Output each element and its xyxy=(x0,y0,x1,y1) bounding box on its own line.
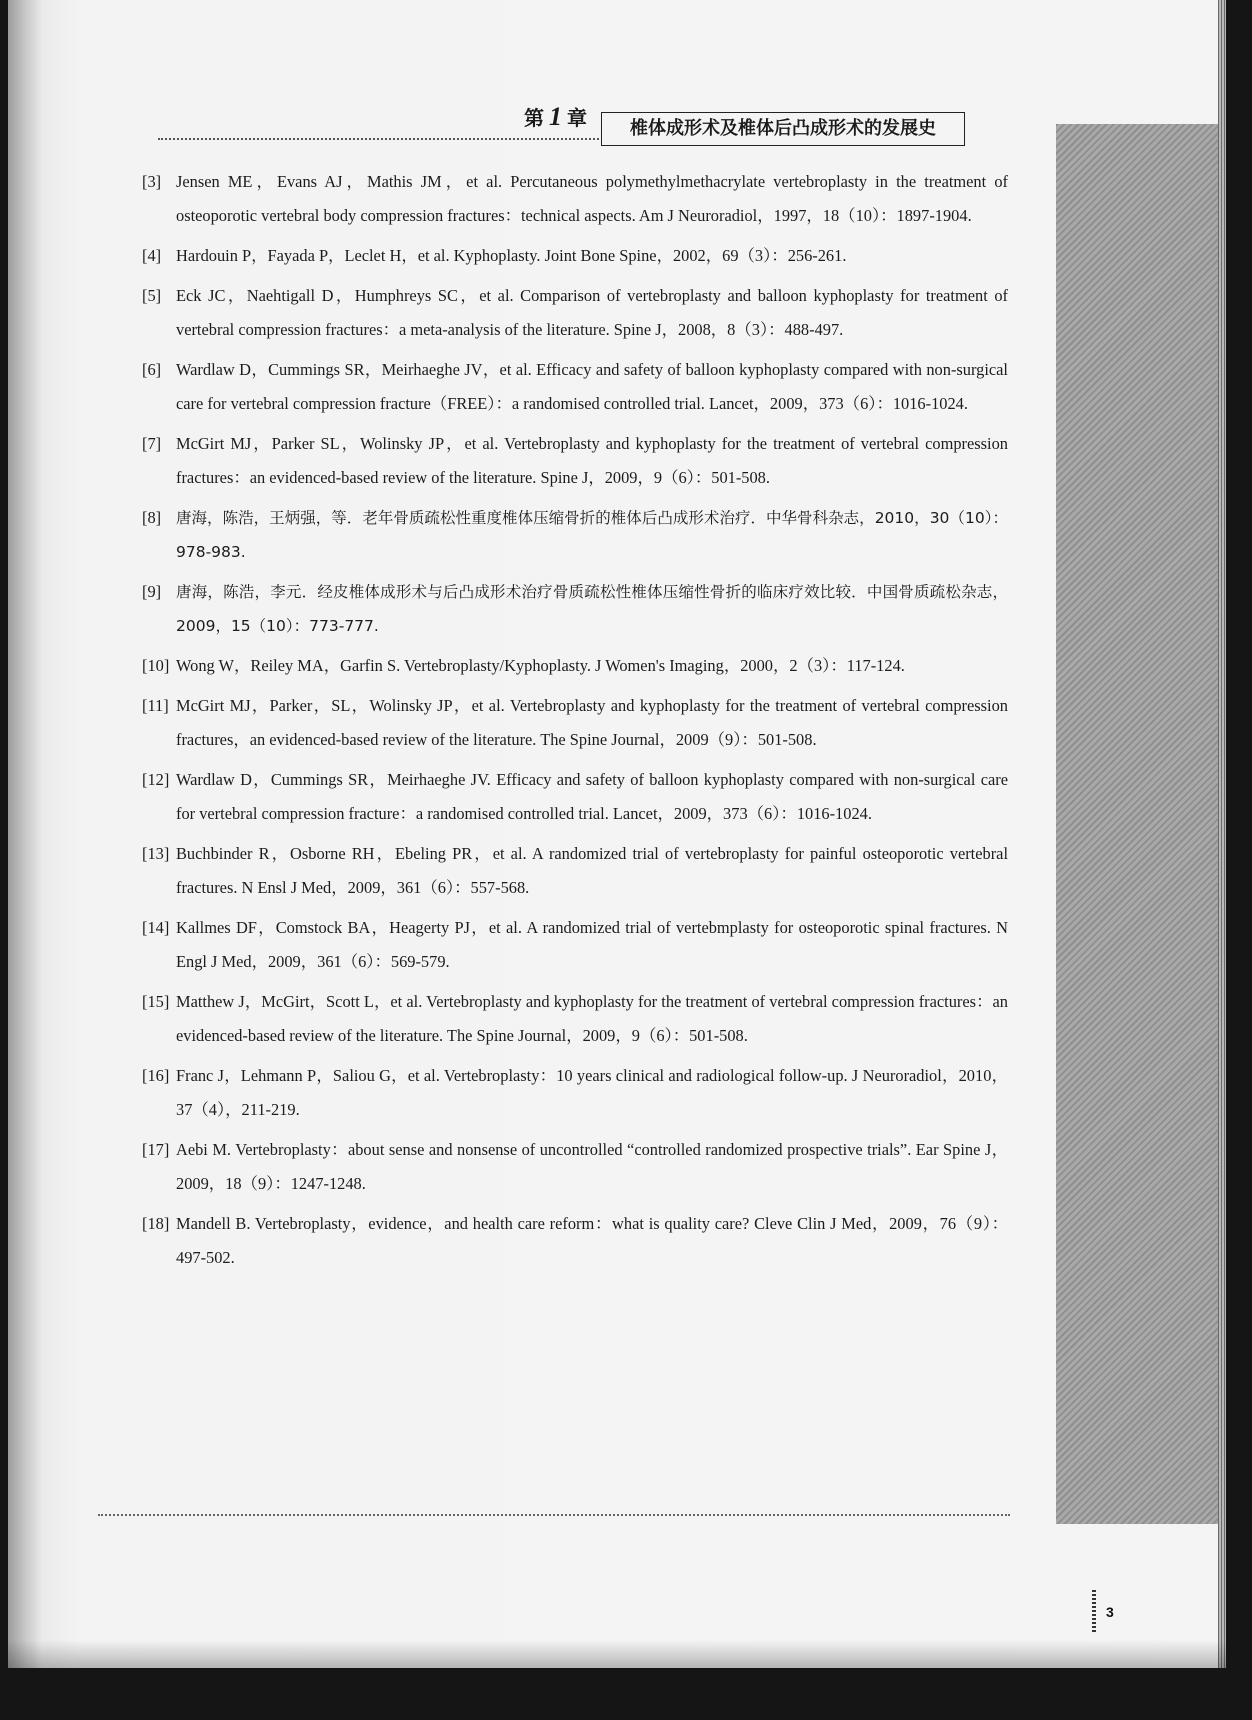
reference-item xyxy=(142,427,1008,495)
reference-number: [5] xyxy=(142,286,162,305)
reference-item xyxy=(142,501,1008,569)
reference-item xyxy=(142,649,1008,683)
spine-shadow xyxy=(8,0,42,1668)
chapter-side-band xyxy=(1056,124,1226,1524)
reference-number: [14] xyxy=(142,918,170,937)
reference-number: [13] xyxy=(142,844,170,863)
reference-text: Kallmes DF，Comstock BA，Heagerty PJ，et al. A randomized trial of vertebmplasty for osteoporotic spinal fractures. N Engl J Med，2009，361（6）：569-579. xyxy=(176,918,1008,971)
reference-item xyxy=(142,165,1008,233)
reference-text: Hardouin P，Fayada P，Leclet H，et al. Kyphoplasty. Joint Bone Spine，2002，69（3）：256-261. xyxy=(176,246,847,265)
page-edge xyxy=(1218,0,1226,1668)
reference-text: Wardlaw D，Cummings SR，Meirhaeghe JV. Efficacy and safety of balloon kyphoplasty compared with non-surgical care for vertebral compression fracture：a randomised controlled trial. Lancet，2009，373（6）：1016-1024. xyxy=(176,770,1008,823)
reference-number: [10] xyxy=(142,656,170,675)
footer-rule xyxy=(98,1514,1010,1516)
reference-text: Wong W，Reiley MA，Garfin S. Vertebroplasty/Kyphoplasty. J Women's Imaging，2000，2（3）：117-124. xyxy=(176,656,905,675)
running-header xyxy=(158,98,963,140)
reference-text: 唐海，陈浩，王炳强，等．老年骨质疏松性重度椎体压缩骨折的椎体后凸成形术治疗．中华骨科杂志，2010，30（10）：978-983. xyxy=(176,509,1008,561)
chapter-prefix: 第 xyxy=(524,108,544,130)
reference-item xyxy=(142,353,1008,421)
reference-item xyxy=(142,1059,1008,1127)
reference-text: Eck JC，Naehtigall D，Humphreys SC，et al. Comparison of vertebroplasty and balloon kyphoplasty for treatment of vertebral compression fractures：a meta-analysis of the literature. Spine J，2008，8（3）：488-497. xyxy=(176,286,1008,339)
reference-item xyxy=(142,279,1008,347)
reference-text: Aebi M. Vertebroplasty：about sense and nonsense of uncontrolled “controlled randomized prospective trials”. Ear Spine J，2009，18（9）：1247-1248. xyxy=(176,1140,1008,1193)
reference-text: Jensen ME，Evans AJ，Mathis JM，et al. Percutaneous polymethylmethacrylate vertebroplasty in the treatment of osteoporotic vertebral body compression fractures：technical aspects. Am J Neuroradiol，1997，18（10）：1897-1904. xyxy=(176,172,1008,225)
reference-text: 唐海，陈浩，李元．经皮椎体成形术与后凸成形术治疗骨质疏松性椎体压缩性骨折的临床疗效比较．中国骨质疏松杂志，2009，15（10）：773-777. xyxy=(176,583,1008,635)
book-page xyxy=(8,0,1226,1668)
reference-number: [16] xyxy=(142,1066,170,1085)
margin-mark xyxy=(1092,1590,1096,1634)
reference-list xyxy=(142,165,1008,1281)
reference-number: [8] xyxy=(142,508,162,527)
reference-number: [12] xyxy=(142,770,170,789)
chapter-suffix: 章 xyxy=(567,108,587,130)
reference-item xyxy=(142,239,1008,273)
reference-text: McGirt MJ，Parker SL，Wolinsky JP，et al. Vertebroplasty and kyphoplasty for the treatment of vertebral compression fractures：an evidenced-based review of the literature. Spine J，2009，9（6）：501-508. xyxy=(176,434,1008,487)
reference-text: Buchbinder R，Osborne RH，Ebeling PR，et al. A randomized trial of vertebroplasty for painful osteoporotic vertebral fractures. N Ensl J Med，2009，361（6）：557-568. xyxy=(176,844,1008,897)
chapter-number: 1 xyxy=(549,102,562,131)
reference-item xyxy=(142,1133,1008,1201)
reference-number: [6] xyxy=(142,360,162,379)
bottom-shadow xyxy=(8,1640,1226,1668)
page-number: 3 xyxy=(1106,1604,1114,1620)
reference-number: [18] xyxy=(142,1214,170,1233)
reference-number: [7] xyxy=(142,434,162,453)
reference-text: McGirt MJ，Parker，SL，Wolinsky JP，et al. Vertebroplasty and kyphoplasty for the treatment of vertebral compression fractures，an evidenced-based review of the literature. The Spine Journal，2009（9）：501-508. xyxy=(176,696,1008,749)
reference-item xyxy=(142,575,1008,643)
reference-text: Franc J，Lehmann P，Saliou G，et al. Vertebroplasty：10 years clinical and radiological follow-up. J Neuroradiol，2010，37（4），211-219. xyxy=(176,1066,1008,1119)
reference-number: [3] xyxy=(142,172,162,191)
reference-text: Matthew J，McGirt，Scott L，et al. Vertebroplasty and kyphoplasty for the treatment of vertebral compression fractures：an evidenced-based review of the literature. The Spine Journal，2009，9（6）：501-508. xyxy=(176,992,1008,1045)
reference-item xyxy=(142,985,1008,1053)
reference-number: [15] xyxy=(142,992,170,1011)
reference-number: [4] xyxy=(142,246,162,265)
reference-text: Mandell B. Vertebroplasty，evidence，and health care reform：what is quality care? Cleve Clin J Med，2009，76（9）：497-502. xyxy=(176,1214,1008,1267)
reference-number: [17] xyxy=(142,1140,170,1159)
reference-number: [11] xyxy=(142,696,169,715)
reference-text: Wardlaw D，Cummings SR，Meirhaeghe JV，et al. Efficacy and safety of balloon kyphoplasty compared with non-surgical care for vertebral compression fracture（FREE）：a randomised controlled trial. Lancet，2009，373（6）：1016-1024. xyxy=(176,360,1008,413)
reference-item xyxy=(142,763,1008,831)
reference-item xyxy=(142,837,1008,905)
reference-item xyxy=(142,689,1008,757)
chapter-title: 椎体成形术及椎体后凸成形术的发展史 xyxy=(601,112,965,146)
reference-item xyxy=(142,911,1008,979)
reference-item xyxy=(142,1207,1008,1275)
chapter-label xyxy=(524,102,587,132)
reference-number: [9] xyxy=(142,582,162,601)
